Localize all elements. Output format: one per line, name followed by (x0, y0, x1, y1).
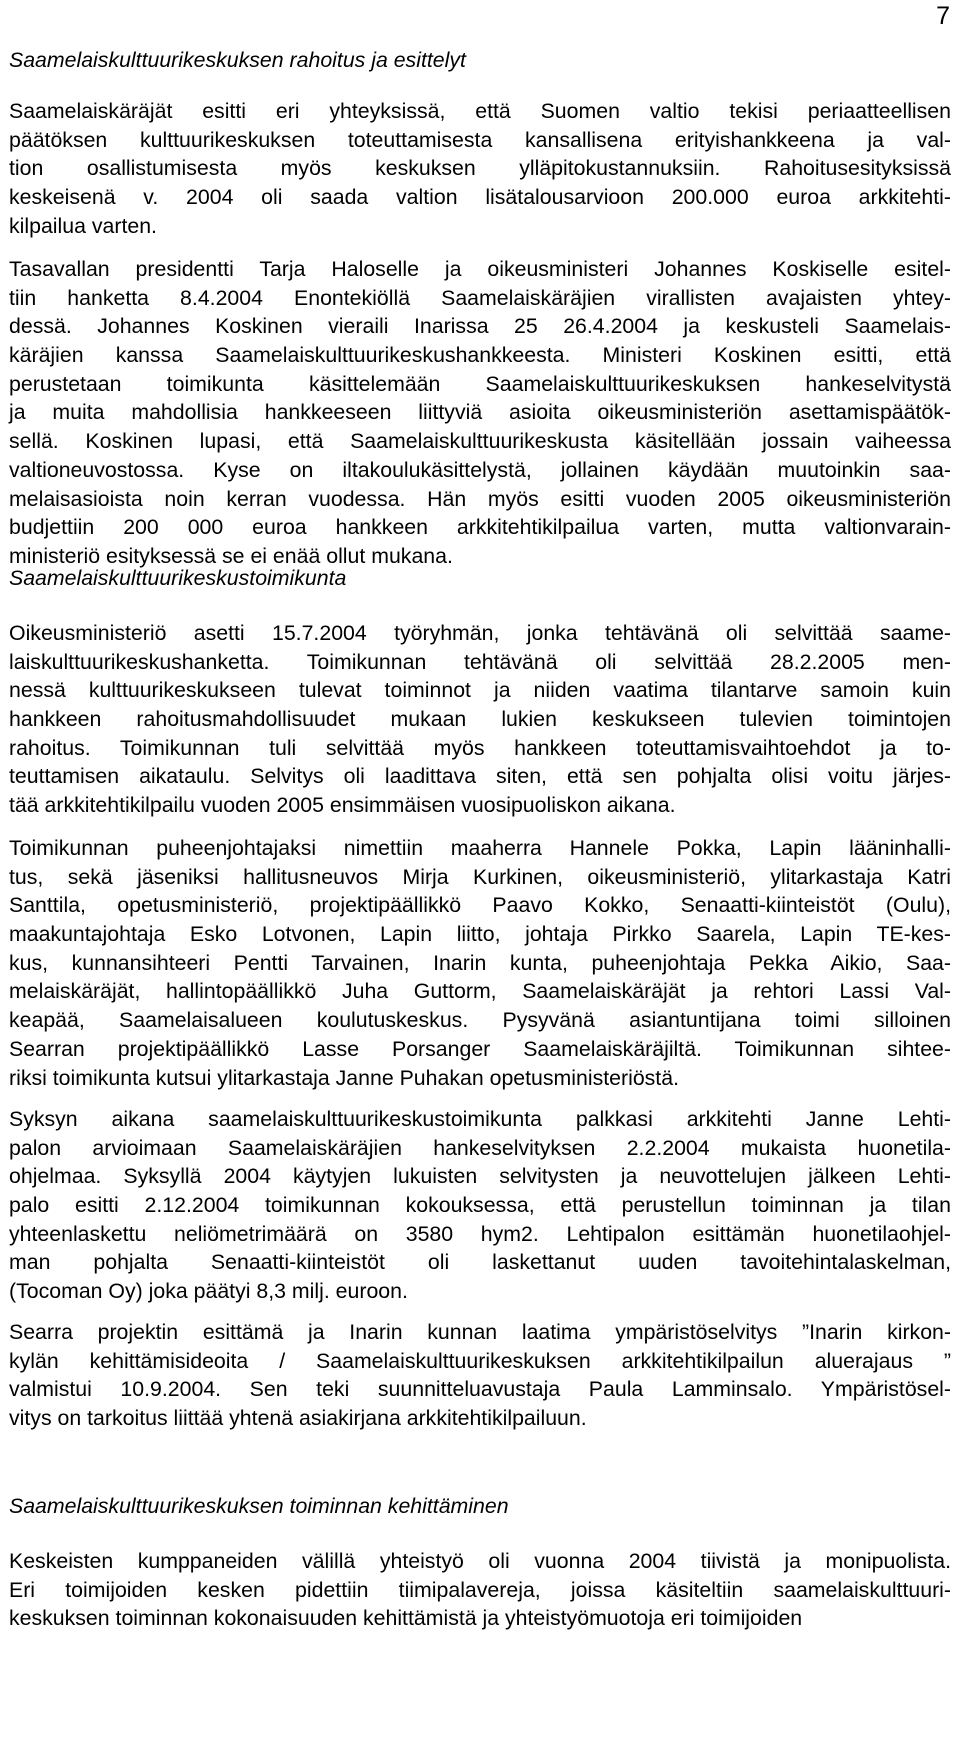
paragraph-line: Eri toimijoiden kesken pidettiin tiimipalavereja, joissa käsiteltiin saamelaiskulttuuri- (9, 1577, 951, 1602)
paragraph (9, 1105, 951, 1306)
paragraph-line: kylän kehittämisideoita / Saamelaiskulttuurikeskuksen arkkitehtikilpailun aluerajaus ” (9, 1348, 951, 1373)
paragraph (9, 1318, 951, 1433)
paragraph-line: valmistui 10.9.2004. Sen teki suunnitteluavustaja Paula Lamminsalo. Ympäristösel- (9, 1377, 951, 1402)
paragraph (9, 97, 951, 240)
paragraph-line: Santtila, opetusministeriö, projektipäällikkö Paavo Kokko, Senaatti-kiinteistöt (Oulu), (9, 893, 951, 918)
paragraph-line: Syksyn aikana saamelaiskulttuurikeskustoimikunta palkkasi arkkitehti Janne Lehti- (9, 1107, 951, 1131)
paragraph-line: Tasavallan presidentti Tarja Haloselle ja oikeusministeri Johannes Koskiselle esitel- (9, 257, 951, 281)
paragraph-line: man pohjalta Senaatti-kiinteistöt oli laskettanut uuden tavoitehintalaskelman, (9, 1250, 951, 1275)
paragraph-line: budjettiin 200 000 euroa hankkeen arkkitehtikilpailua varten, mutta valtionvarain- (9, 515, 951, 540)
heading-text: Saamelaiskulttuurikeskuksen rahoitus ja esittelyt (9, 48, 466, 72)
paragraph-line: Searra projektin esittämä ja Inarin kunnan laatima ympäristöselvitys ”Inarin kirkon- (9, 1320, 951, 1344)
paragraph-line: Searran projektipäällikkö Lasse Porsanger Saamelaiskäräjiltä. Toimikunnan sihtee- (9, 1036, 951, 1061)
paragraph-line: melaiskäräjät, hallintopäällikkö Juha Guttorm, Saamelaiskäräjät ja rehtori Lassi Val- (9, 979, 951, 1004)
section-heading (9, 564, 951, 593)
paragraph-line: Saamelaiskäräjät esitti eri yhteyksissä, että Suomen valtio tekisi periaatteellisen (9, 99, 951, 123)
paragraph-line: keapää, Saamelaisalueen koulutuskeskus. Pysyvänä asiantuntijana toimi silloinen (9, 1008, 951, 1033)
paragraph-line: Oikeusministeriö asetti 15.7.2004 työryhmän, jonka tehtävänä oli selvittää saame- (9, 621, 951, 645)
paragraph (9, 619, 951, 820)
paragraph (9, 834, 951, 1092)
paragraph-line: yhteenlaskettu neliömetrimäärä on 3580 hym2. Lehtipalon esittämän huonetilaohjel- (9, 1221, 951, 1246)
heading-text: Saamelaiskulttuurikeskustoimikunta (9, 566, 347, 590)
heading-text: Saamelaiskulttuurikeskuksen toiminnan kehittäminen (9, 1494, 509, 1518)
paragraph (9, 1547, 951, 1633)
section-heading (9, 46, 951, 75)
paragraph-line: tus, sekä jäseniksi hallitusneuvos Mirja Kurkinen, oikeusministeriö, ylitarkastaja Katri (9, 864, 951, 889)
paragraph-line: sellä. Koskinen lupasi, että Saamelaiskulttuurikeskusta käsitellään jossain vaiheessa (9, 429, 951, 454)
paragraph-line: Toimikunnan puheenjohtajaksi nimettiin maaherra Hannele Pokka, Lapin lääninhalli- (9, 836, 951, 860)
paragraph-line: päätöksen kulttuurikeskuksen toteuttamisesta kansallisena erityishankkeena ja val- (9, 127, 951, 152)
paragraph-line: teuttamisen aikataulu. Selvitys oli laadittava siten, että sen pohjalta olisi voitu järjes- (9, 764, 951, 789)
paragraph-line: tion osallistumisesta myös keskuksen ylläpitokustannuksiin. Rahoitusesityksissä (9, 156, 951, 181)
paragraph-line: riksi toimikunta kutsui ylitarkastaja Janne Puhakan opetusministeriöstä. (9, 1065, 679, 1090)
paragraph-line: tää arkkitehtikilpailu vuoden 2005 ensimmäisen vuosipuoliskon aikana. (9, 793, 676, 818)
paragraph-line: Keskeisten kumppaneiden välillä yhteistyö oli vuonna 2004 tiivistä ja monipuolista. (9, 1549, 951, 1573)
paragraph-line: dessä. Johannes Koskinen vieraili Inarissa 25 26.4.2004 ja keskusteli Saamelais- (9, 314, 951, 339)
paragraph-line: valtioneuvostossa. Kyse on iltakoulukäsittelystä, jollainen käydään muutoinkin saa- (9, 457, 951, 482)
paragraph-line: käräjien kanssa Saamelaiskulttuurikeskushankkeesta. Ministeri Koskinen esitti, että (9, 343, 951, 368)
paragraph-line: keskuksen toiminnan kokonaisuuden kehittämistä ja yhteistyömuotoja eri toimijoiden (9, 1606, 803, 1631)
paragraph-line: ministeriö esityksessä se ei enää ollut mukana. (9, 543, 453, 568)
paragraph-line: palo esitti 2.12.2004 toimikunnan kokouksessa, että perustellun toiminnan ja tilan (9, 1193, 951, 1218)
paragraph-line: ohjelmaa. Syksyllä 2004 käytyjen lukuisten selvitysten ja neuvottelujen jälkeen Lehti- (9, 1164, 951, 1189)
section-heading (9, 1492, 951, 1521)
paragraph-line: maakuntajohtaja Esko Lotvonen, Lapin liitto, johtaja Pirkko Saarela, Lapin TE-kes- (9, 922, 951, 947)
paragraph-line: palon arvioimaan Saamelaiskäräjien hankeselvityksen 2.2.2004 mukaista huonetila- (9, 1135, 951, 1160)
paragraph-line: kilpailua varten. (9, 213, 157, 238)
paragraph-line: keskeisenä v. 2004 oli saada valtion lisätalousarvioon 200.000 euroa arkkitehti- (9, 185, 951, 210)
page-number: 7 (936, 2, 950, 30)
paragraph-line: ja muita mahdollisia hankkeeseen liittyviä asioita oikeusministeriön asettamispäätök- (9, 400, 951, 425)
paragraph-line: rahoitus. Toimikunnan tuli selvittää myös hankkeen toteuttamisvaihtoehdot ja to- (9, 735, 951, 760)
paragraph-line: vitys on tarkoitus liittää yhtenä asiakirjana arkkitehtikilpailuun. (9, 1406, 587, 1431)
paragraph-line: melaisasioista noin kerran vuodessa. Hän myös esitti vuoden 2005 oikeusministeriön (9, 486, 951, 511)
paragraph (9, 255, 951, 571)
paragraph-line: hankkeen rahoitusmahdollisuudet mukaan lukien keskukseen tulevien toimintojen (9, 707, 951, 732)
paragraph-line: (Tocoman Oy) joka päätyi 8,3 milj. euroon. (9, 1279, 408, 1304)
paragraph-line: kus, kunnansihteeri Pentti Tarvainen, Inarin kunta, puheenjohtaja Pekka Aikio, Saa- (9, 950, 951, 975)
paragraph-line: laiskulttuurikeskushanketta. Toimikunnan tehtävänä oli selvittää 28.2.2005 men- (9, 649, 951, 674)
paragraph-line: nessä kulttuurikeskukseen tulevat toiminnot ja niiden vaatima tilantarve samoin kuin (9, 678, 951, 703)
paragraph-line: tiin hanketta 8.4.2004 Enontekiöllä Saamelaiskäräjien virallisten avajaisten yhtey- (9, 285, 951, 310)
paragraph-line: perustetaan toimikunta käsittelemään Saamelaiskulttuurikeskuksen hankeselvitystä (9, 371, 951, 396)
